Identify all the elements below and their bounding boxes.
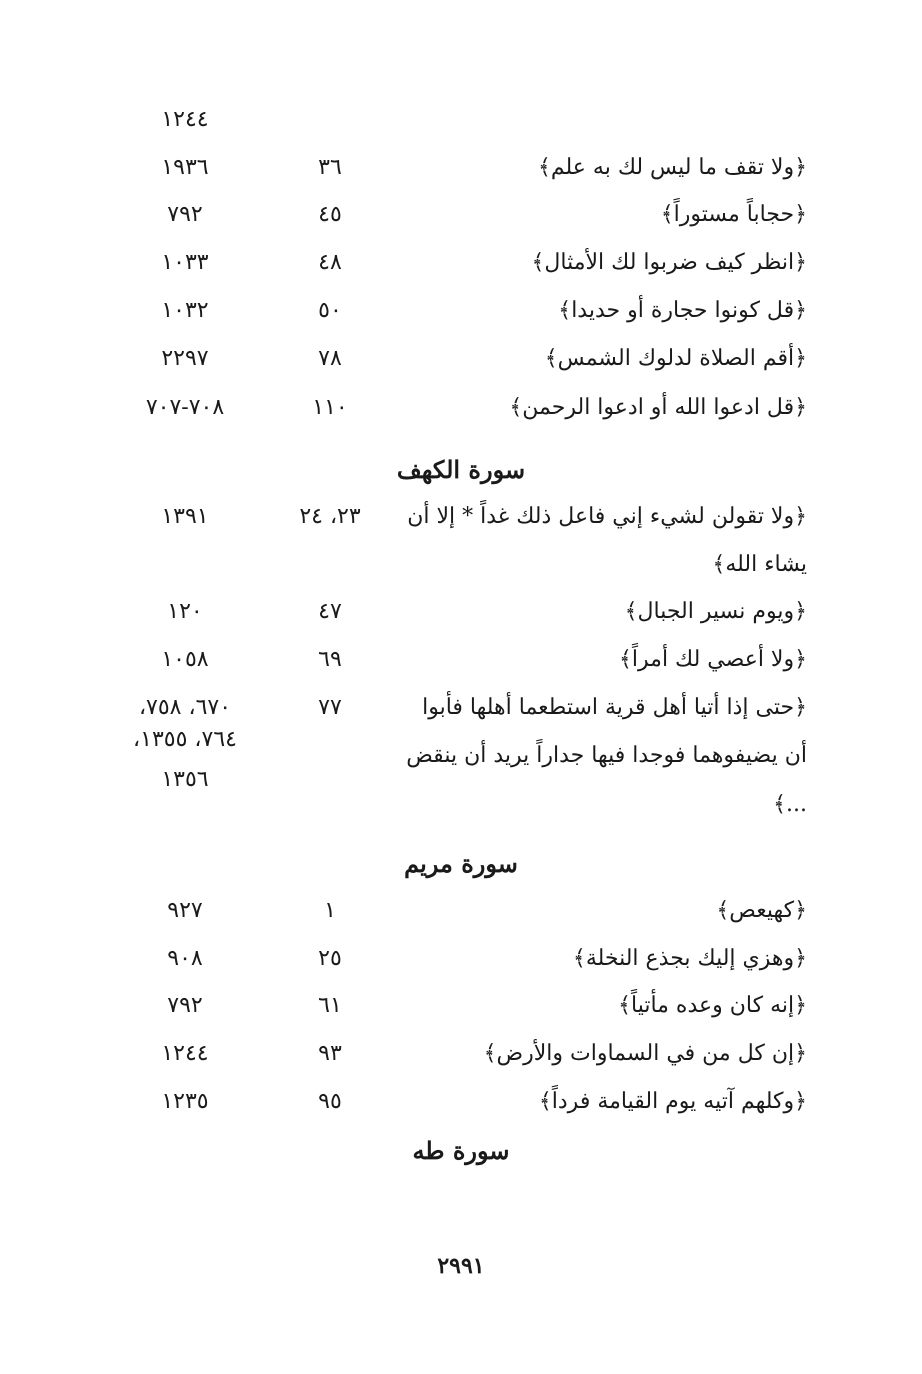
ayah-number: ٧٧ (318, 695, 342, 720)
page-refs: ١٠٣٣ (161, 250, 209, 275)
index-row (0, 891, 922, 931)
page-refs: ٦٧٠، ٧٥٨، (138, 695, 232, 720)
page-refs: ١٠٣٢ (161, 298, 209, 323)
index-row (0, 195, 922, 235)
ayah-number: ٧٨ (318, 346, 342, 371)
index-row-continuation (0, 545, 922, 585)
ayah-number: ١ (324, 898, 336, 923)
page-refs: ٧٠٨-٧٠٧ (145, 395, 225, 420)
ayah-number: ٣٦ (318, 155, 342, 180)
page-refs: ٧٩٢ (167, 993, 203, 1018)
ayah-number: ٩٥ (318, 1089, 342, 1114)
verse-text: ﴿وهزي إليك بجذع النخلة﴾ (572, 946, 807, 971)
page-refs: ١٠٥٨ (161, 647, 209, 672)
ayah-number: ٥٠ (318, 298, 342, 323)
ayah-number: ٦١ (318, 993, 342, 1018)
verse-text: ﴿قل ادعوا الله أو ادعوا الرحمن﴾ (509, 395, 807, 420)
page-refs: ١٢٣٥ (161, 1089, 209, 1114)
verse-text: ﴿أقم الصلاة لدلوك الشمس﴾ (544, 346, 807, 371)
index-row (0, 939, 922, 979)
page-refs: ١٢٠ (167, 599, 203, 624)
carry-over-row (0, 100, 922, 140)
verse-text: ﴿انظر كيف ضربوا لك الأمثال﴾ (531, 250, 807, 275)
verse-text: ﴿ويوم نسير الجبال﴾ (624, 599, 807, 624)
verse-text: ﴿حتى إذا أتيا أهل قرية استطعما أهلها فأبوا (422, 695, 807, 720)
ayah-number: ١١٠ (312, 395, 348, 420)
index-row (0, 388, 922, 428)
index-row (0, 1034, 922, 1074)
surah-heading-maryam: سورة مريم (404, 849, 518, 878)
page-refs: ١٩٣٦ (161, 155, 209, 180)
ayah-number: ٩٣ (318, 1041, 342, 1066)
index-row (0, 1082, 922, 1122)
ayah-number: ٤٧ (318, 599, 342, 624)
index-row (0, 148, 922, 188)
index-row (0, 640, 922, 680)
index-row-continuation (0, 785, 922, 825)
verse-text: ...﴾ (773, 792, 807, 817)
index-row (0, 592, 922, 632)
surah-heading-kahf: سورة الكهف (396, 455, 526, 484)
page-number: ٢٩٩١ (437, 1253, 485, 1279)
surah-heading-taha: سورة طه (412, 1136, 510, 1165)
verse-text: ﴿ولا تقف ما ليس لك به علم﴾ (537, 155, 807, 180)
index-row (0, 243, 922, 283)
page-refs: ٩٠٨ (167, 946, 203, 971)
verse-text: أن يضيفوهما فوجدا فيها جداراً يريد أن ينقض (406, 743, 807, 768)
page-refs: ١٢٤٤ (161, 107, 209, 132)
page-refs: ١٣٩١ (161, 504, 209, 529)
verse-text: ﴿إن كل من في السماوات والأرض﴾ (483, 1041, 807, 1066)
index-row (0, 688, 922, 728)
verse-text: ﴿إنه كان وعده مأتياً﴾ (618, 993, 807, 1018)
index-row (0, 339, 922, 379)
verse-text: ﴿وكلهم آتيه يوم القيامة فرداً﴾ (538, 1089, 807, 1114)
ayah-number: ٤٨ (318, 250, 342, 275)
ayah-number: ٤٥ (318, 202, 342, 227)
index-row (0, 986, 922, 1026)
page-refs: ٩٢٧ (167, 898, 203, 923)
page-refs: ٧٦٤، ١٣٥٥، (133, 727, 237, 752)
page-refs: ١٢٤٤ (161, 1041, 209, 1066)
ayah-number: ٢٥ (318, 946, 342, 971)
page-refs: ١٣٥٦ (161, 767, 209, 792)
verse-text: ﴿كهيعص﴾ (716, 898, 807, 923)
ayah-number: ٢٣، ٢٤ (299, 504, 361, 529)
index-row (0, 497, 922, 537)
index-row (0, 291, 922, 331)
verse-text: ﴿حجاباً مستوراً﴾ (660, 202, 807, 227)
ayah-number: ٦٩ (318, 647, 342, 672)
verse-text: ﴿ولا أعصي لك أمراً﴾ (619, 647, 807, 672)
verse-text: ﴿ولا تقولن لشيء إني فاعل ذلك غداً * إلا أن (407, 504, 807, 529)
page-refs: ٢٢٩٧ (161, 346, 209, 371)
verse-text: يشاء الله﴾ (712, 552, 807, 577)
verse-text: ﴿قل كونوا حجارة أو حديدا﴾ (558, 298, 807, 323)
page-refs: ٧٩٢ (167, 202, 203, 227)
